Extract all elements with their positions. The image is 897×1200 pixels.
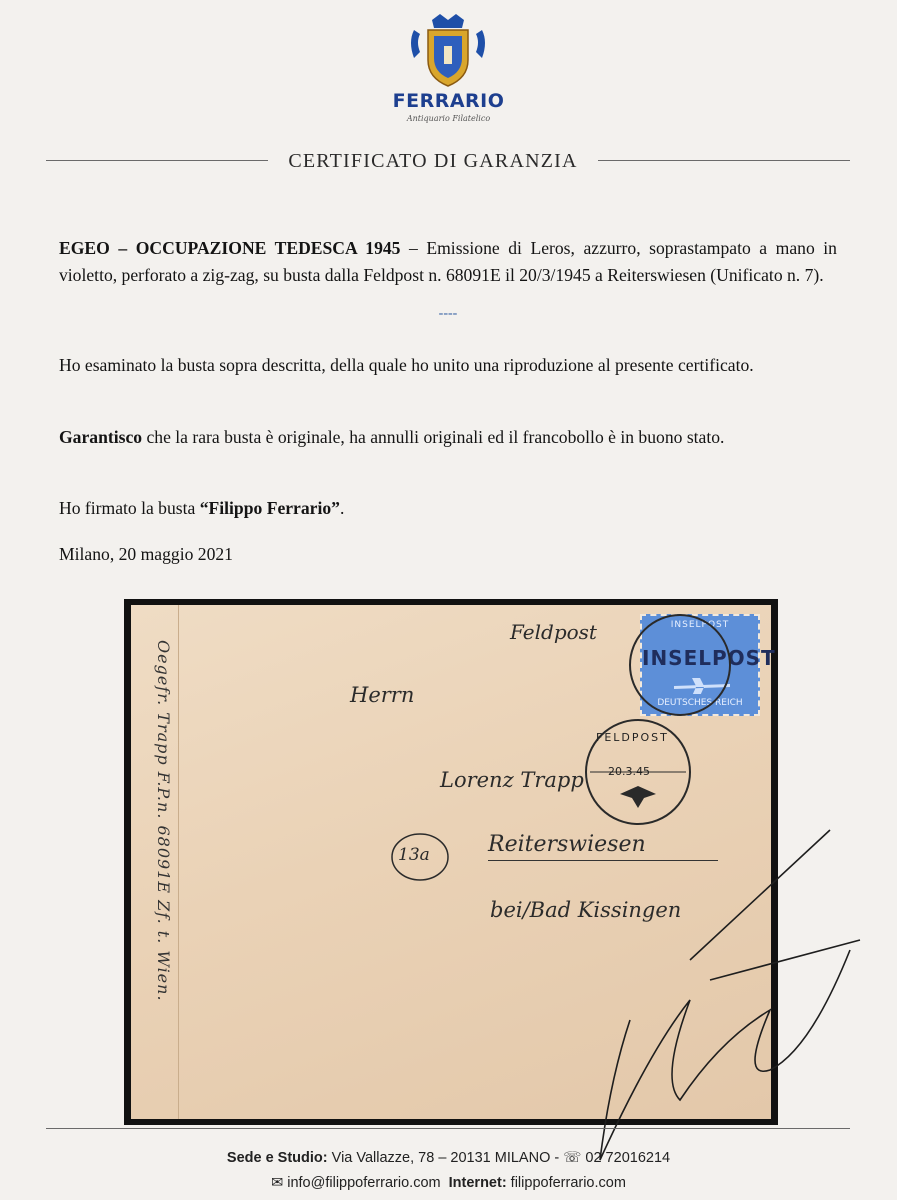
handwritten-salutation: Herrn xyxy=(350,683,415,707)
guarantee-text: che la rara busta è originale, ha annulli originali ed il francobollo è in buono stato. xyxy=(142,427,725,447)
signature-text: Ho firmato la busta xyxy=(59,498,200,518)
stamp-overprint: INSELPOST xyxy=(642,646,776,670)
brand-name: FERRARIO xyxy=(392,90,505,112)
address-label: Sede e Studio: xyxy=(226,1150,328,1166)
recipient-name: Lorenz Trapp xyxy=(440,768,584,792)
stamp-caption: INSELPOST xyxy=(670,620,730,630)
guarantee-paragraph xyxy=(59,424,837,451)
postmark-date: 20.3.45 xyxy=(608,765,650,778)
certificate-title: CERTIFICATO DI GARANZIA xyxy=(288,150,578,172)
signature-name: “Filippo Ferrario” xyxy=(199,498,340,518)
footer-contacts xyxy=(0,1175,897,1191)
stamp-country: DEUTSCHES REICH xyxy=(657,698,743,708)
address-text: Via Vallazze, 78 – 20131 MILANO - ☏ 02 72016214 xyxy=(327,1150,671,1166)
description-text: – Emissione di Leros, azzurro, soprastampato a mano in violetto, perforato a zig-zag, su busta dalla Feldpost n. 68091E il 20/3/1945 a Reiterswiesen (Unificato n. 7). xyxy=(59,238,837,285)
postmark-label: FELDPOST xyxy=(596,731,669,744)
internet-label: Internet: xyxy=(448,1175,507,1191)
stamp-cancellation-icon xyxy=(618,610,776,720)
place-date: Milano, 20 maggio 2021 xyxy=(59,544,233,564)
brand-subtitle: Antiquario Filatelico xyxy=(406,114,491,123)
signature-icon xyxy=(570,820,870,1180)
heading-rule-left xyxy=(46,160,268,161)
email-link[interactable]: info@filippoferrario.com xyxy=(283,1175,441,1191)
guarantee-keyword: Garantisco xyxy=(59,427,143,447)
examination-paragraph: Ho esaminato la busta sopra descritta, della quale ho unito una riproduzione al presente certificato. xyxy=(59,355,754,375)
email-icon: ✉ xyxy=(271,1175,284,1191)
sender-address: Oegefr. Trapp F.P.n. 68091E Zf. t. Wien. xyxy=(154,640,173,1002)
handwritten-feldpost: Feldpost xyxy=(510,620,597,644)
recipient-district: bei/Bad Kissingen xyxy=(490,898,682,922)
circled-number: 13a xyxy=(398,845,430,865)
footer-rule xyxy=(46,1128,850,1129)
website-link[interactable]: filippoferrario.com xyxy=(506,1175,626,1191)
footer-address xyxy=(0,1150,897,1166)
separator: ---- xyxy=(438,306,458,321)
signature-period: . xyxy=(339,498,345,518)
envelope-fold-edge xyxy=(178,605,179,1119)
signature-paragraph xyxy=(59,495,837,522)
recipient-city: Reiterswiesen xyxy=(488,832,646,857)
description-heading: EGEO – OCCUPAZIONE TEDESCA 1945 xyxy=(59,238,401,258)
description-paragraph xyxy=(59,235,837,288)
heading-rule-right xyxy=(598,160,850,161)
